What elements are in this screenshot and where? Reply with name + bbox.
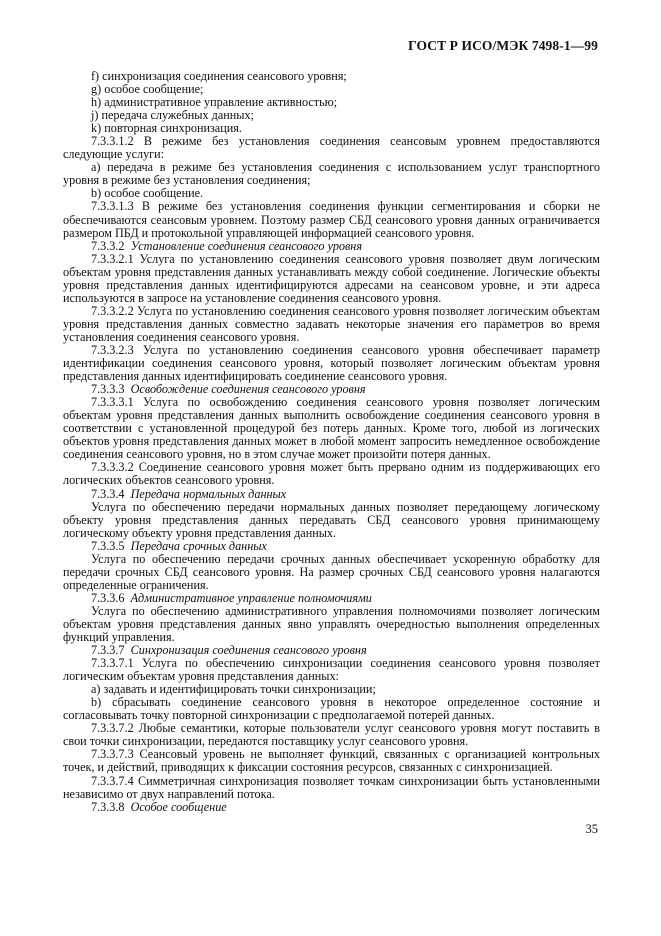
section-number: 7.3.3.3 — [91, 382, 125, 397]
section-title: Установление соединения сеансового уровня — [130, 238, 363, 253]
paragraph: 7.3.3.7.3 Сеансовый уровень не выполняет функций, связанных с организацией контрольных точек, и действий, приводящих к фиксации состояния ресурсов, связанных с синхронизацией. — [63, 747, 600, 775]
section-heading — [63, 540, 600, 553]
list-item: h) административное управление активностью; — [91, 95, 338, 110]
paragraph: 7.3.3.7.4 Симметричная синхронизация позволяет точкам синхронизации быть установленными независимо от двух направлений потока. — [63, 773, 600, 801]
paragraph: Услуга по обеспечению административного управления полномочиями позволяет логическим объектам уровня представления данных явно управлять очередностью выполнения определенных функций управления. — [63, 603, 600, 645]
paragraph: 7.3.3.2.2 Услуга по установлению соединения сеансового уровня позволяет логическим объектам уровня представления данных совместно задавать некоторые значения его параметров во время установления соединения сеансового уровня. — [63, 303, 600, 344]
paragraph: 7.3.3.2.1 Услуга по установлению соединения сеансового уровня позволяет двум логическим объектам уровня представления данных устанавливать между собой соединение. Логические объекты уровня представления данных идентифицируются адресами на сеансовом уровне, и эти адреса используются в запросе на установление соединения сеансового уровня. — [63, 251, 600, 305]
list-item: b) сбрасывать соединение сеансового уровня в некоторое определенное состояние и согласовывать точку повторной синхронизации с предполагаемой потерей данных. — [63, 695, 600, 723]
section-heading — [63, 801, 600, 814]
list-item: k) повторная синхронизация. — [91, 121, 242, 136]
section-number: 7.3.3.7 — [91, 643, 125, 658]
list-item: g) особое сообщение; — [91, 82, 204, 97]
list-item: j) передача служебных данных; — [91, 108, 254, 123]
paragraph: 7.3.3.3.1 Услуга по освобождению соединения сеансового уровня позволяет логическим объектам уровня представления данных выполнить освобождение соединения сеансового уровня в соответствии с установленной процедурой без потерь данных. Кроме того, любой из логических объектов уровня представления данных может в любой момент запросить немедленное освобождение соединения сеансового уровня, но в этом случае может произойти потеря данных. — [63, 395, 600, 462]
section-heading — [63, 592, 600, 605]
section-number: 7.3.3.5 — [91, 538, 125, 553]
section-title: Освобождение соединения сеансового уровня — [130, 382, 366, 397]
section-title: Передача срочных данных — [130, 538, 267, 553]
paragraph: 7.3.3.7.2 Любые семантики, которые пользователи услуг сеансового уровня могут поставить в свои точки синхронизации, передаются поставщику услуг сеансового уровня. — [63, 721, 600, 749]
paragraph: 7.3.3.2.3 Услуга по установлению соединения сеансового уровня обеспечивает параметр идентификации соединения сеансового уровня, который позволяет логическим объектам уровня представления данных идентифицировать соединение сеансового уровня. — [63, 342, 600, 384]
paragraph: 7.3.3.3.2 Соединение сеансового уровня может быть прервано одним из поддерживающих его логических объектов сеансового уровня. — [63, 460, 600, 488]
paragraph: 7.3.3.1.3 В режиме без установления соединения функции сегментирования и сборки не обеспечиваются сеансовым уровнем. Поэтому размер СБД сеансового уровня данных ограничивается размером ПБД и протокольной управляющей информацией сеансового уровня. — [63, 199, 600, 240]
document-body — [63, 70, 600, 814]
list-item: а) передача в режиме без установления соединения с использованием услуг транспортного уровня в режиме без установления соединения; — [63, 160, 600, 188]
section-number: 7.3.3.2 — [91, 238, 125, 253]
document-header: ГОСТ Р ИСО/МЭК 7498-1—99 — [408, 38, 598, 53]
paragraph: 7.3.3.1.2 В режиме без установления соединения сеансовым уровнем предоставляются следующие услуги: — [63, 134, 600, 162]
section-title: Передача нормальных данных — [130, 486, 287, 501]
list-item: b) особое сообщение. — [91, 186, 204, 201]
list-item: а) задавать и идентифицировать точки синхронизации; — [91, 682, 376, 697]
paragraph: Услуга по обеспечению передачи нормальных данных позволяет передающему логическому объекту уровня представления данных передавать СБД сеансового уровня принимающему логическому объекту уровня представления данных. — [63, 499, 600, 540]
section-number: 7.3.3.8 — [91, 799, 125, 814]
list-item: f) синхронизация соединения сеансового уровня; — [91, 69, 347, 83]
section-heading — [63, 240, 600, 253]
section-title: Административное управление полномочиями — [130, 590, 372, 605]
paragraph: 7.3.3.7.1 Услуга по обеспечению синхронизации соединения сеансового уровня позволяет логическим объектам уровня представления данных: — [63, 656, 600, 684]
section-number: 7.3.3.6 — [91, 590, 125, 605]
section-number: 7.3.3.4 — [91, 486, 125, 501]
section-title: Синхронизация соединения сеансового уровня — [130, 643, 367, 658]
section-heading — [63, 488, 600, 501]
section-title: Особое сообщение — [130, 799, 227, 814]
paragraph: Услуга по обеспечению передачи срочных данных обеспечивает ускоренную обработку для передачи срочных СБД сеансового уровня. На размер срочных СБД сеансового уровня налагаются определенные ограничения. — [63, 551, 600, 592]
page-number: 35 — [585, 822, 598, 836]
